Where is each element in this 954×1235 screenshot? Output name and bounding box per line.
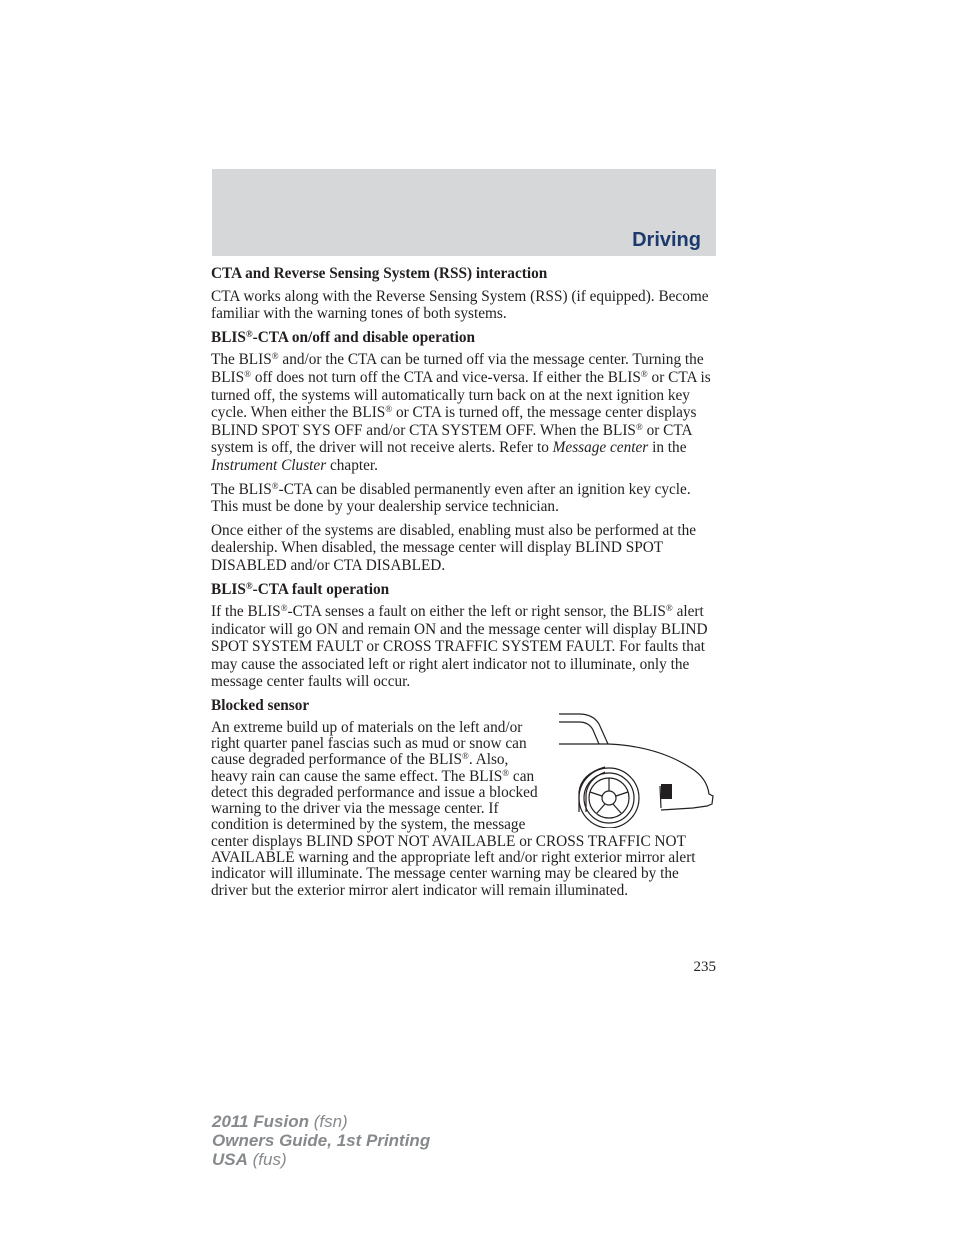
paragraph-enable-dealership: Once either of the systems are disabled, enabling must also be performed at the dealership. When disabled, the message center will display BLIND SPOT DISABLED and/or CTA DISABLED. — [211, 521, 697, 574]
vehicle-rear-sensor-illustration — [557, 712, 747, 828]
section-title: Driving — [632, 229, 701, 251]
footer-model-line: 2011 Fusion (fsn) — [212, 1112, 348, 1131]
paragraph-blis-disable: The BLIS®-CTA can be disabled permanently even after an ignition key cycle. This must be done by your dealership service technician. — [211, 480, 691, 516]
page-content — [211, 265, 717, 905]
heading-blis-cta-fault: BLIS®-CTA fault operation — [211, 580, 390, 598]
heading-cta-rss: CTA and Reverse Sensing System (RSS) interaction — [211, 265, 548, 282]
heading-blocked-sensor: Blocked sensor — [211, 697, 310, 715]
page-number: 235 — [693, 959, 716, 975]
paragraph-fault-operation: If the BLIS®-CTA senses a fault on either the left or right sensor, the BLIS® alert indicator will go ON and remain ON and the message center will display BLIND SPOT SYSTEM FAULT or CROSS TRAFFIC SYSTEM FAULT. For faults that may cause the associated left or right alert indicator not to illuminate, only the message center faults will occur. — [211, 603, 708, 691]
footer-guide-line: Owners Guide, 1st Printing — [212, 1131, 431, 1150]
section-header-band — [212, 169, 716, 256]
paragraph-blis-turn-off: The BLIS® and/or the CTA can be turned off via the message center. Turning the BLIS® off does not turn off the CTA and vice-versa. If either the BLIS® or CTA is turned off, the systems will automatically turn back on at the next ignition key cycle. When either the BLIS® or CTA is turned off, the message center displays BLIND SPOT SYS OFF and/or CTA SYSTEM OFF. When the BLIS® or CTA system is off, the driver will not receive alerts. Refer to Message center in the Instrument Cluster chapter. — [211, 351, 711, 474]
paragraph-blocked-sensor: An extreme build up of materials on the left and/or right quarter panel fascias such as mud or snow can cause degraded performance of the BLIS®. Also, heavy rain can cause the same effect. The BLIS® can detect this degraded performance and issue a blocked warning to the driver via the message center. If condition is determined by the system, the message center displays BLIND SPOT NOT AVAILABLE or CROSS TRAFFIC NOT AVAILABLE warning and the appropriate left and/or right exterior mirror alert indicator will illuminate. The message center warning may be cleared by the driver but the exterior mirror alert indicator will remain illuminated. — [211, 718, 696, 899]
footer-market-line: USA (fus) — [212, 1150, 287, 1169]
paragraph-cta-rss: CTA works along with the Reverse Sensing System (RSS) (if equipped). Become familiar with the warning tones of both systems. — [211, 287, 709, 323]
heading-blis-cta-onoff: BLIS®-CTA on/off and disable operation — [211, 328, 476, 346]
document-footer — [212, 1112, 430, 1169]
